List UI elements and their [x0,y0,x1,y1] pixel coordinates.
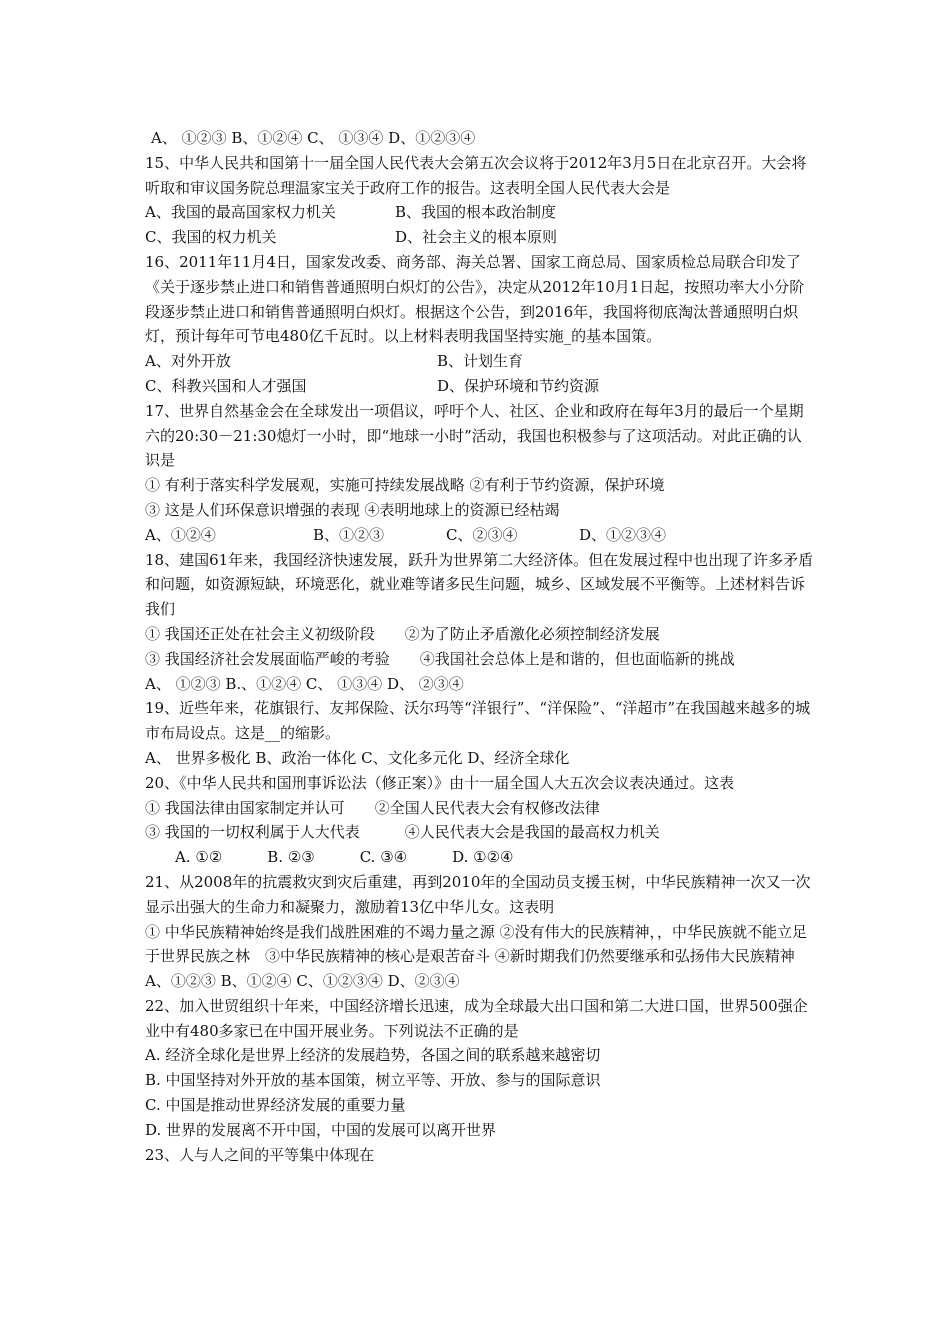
q20-options: A. ①② B. ②③ C. ③④ D. ①②④ [175,848,514,867]
q22-stem: 22、加入世贸组织十年来，中国经济增长迅速，成为全球最大出口国和第二大进口国，世界500强企业中有480多家已在中国开展业务。下列说法不正确的是 [145,996,808,1040]
q16-options-row2 [145,374,815,399]
q18-stem: 18、建国61年来，我国经济快速发展，跃升为世界第二大经济体。但在发展过程中也出现了许多矛盾和问题，如资源短缺，环境恶化，就业难等诸多民生问题，城乡、区域发展不平衡等。上述材料告诉我们 [145,550,814,619]
q18-options: A、 ①②③ B.、①②④ C、 ①③④ D、 ②③④ [145,674,464,693]
q15-options-row2 [145,225,815,250]
q16-options-row1 [145,349,815,374]
q17-option-c: C、②③④ [446,525,518,544]
q16-option-c: C、科教兴国和人才强国 [145,376,307,395]
q16-option-d: D、保护环境和节约资源 [437,376,600,395]
q18-statement-2: ③ 我国经济社会发展面临严峻的考验 ④我国社会总体上是和谐的，但也面临新的挑战 [145,649,735,668]
q15-option-a: A、我国的最高国家权力机关 [145,203,336,222]
q17-stem: 17、世界自然基金会在全球发出一项倡议，呼吁个人、社区、企业和政府在每年3月的最后一个星期六的20:30－21:30熄灯一小时，即“地球一小时”活动，我国也积极参与了这项活动。对此正确的认识是 [145,401,804,470]
q21-stem: 21、从2008年的抗震救灾到灾后重建，再到2010年的全国动员支援玉树，中华民族精神一次又一次显示出强大的生命力和凝聚力，激励着13亿中华儿女。这表明 [145,872,811,916]
q17-statement-1: ① 有利于落实科学发展观，实施可持续发展战略 ②有利于节约资源，保护环境 [145,476,665,495]
q15-option-c: C、我国的权力机关 [145,228,277,247]
q20-stem: 20、《中华人民共和国刑事诉讼法（修正案）》由十一届全国人大五次会议表决通过。这表 [145,773,735,792]
q22-option-a: A. 经济全球化是世界上经济的发展趋势，各国之间的联系越来越密切 [145,1046,601,1065]
q15-stem: 15、中华人民共和国第十一届全国人民代表大会第五次会议将于2012年3月5日在北京召开。大会将听取和审议国务院总理温家宝关于政府工作的报告。这表明全国人民代表大会是 [145,153,807,197]
q20-statement-2: ③ 我国的一切权利属于人大代表 ④人民代表大会是我国的最高权力机关 [145,823,660,842]
q20-statement-1: ① 我国法律由国家制定并认可 ②全国人民代表大会有权修改法律 [145,798,600,817]
q19-stem: 19、近些年来，花旗银行、友邦保险、沃尔玛等“洋银行”、“洋保险”、“洋超市”在我国越来越多的城市布局设点。这是__的缩影。 [145,699,811,743]
q17-option-d: D、①②③④ [579,525,667,544]
exam-page [145,126,815,1167]
q17-options [145,523,815,548]
q23-stem: 23、人与人之间的平等集中体现在 [145,1145,375,1164]
q19-options: A、 世界多极化 B、政治一体化 C、文化多元化 D、经济全球化 [145,748,570,767]
q21-statements: ① 中华民族精神始终是我们战胜困难的不竭力量之源 ②没有伟大的民族精神，，中华民族就不能立足于世界民族之林 ③中华民族精神的核心是艰苦奋斗 ④新时期我们仍然要继承和弘扬伟大民族精神 [145,922,808,966]
q22-option-c: C. 中国是推动世界经济发展的重要力量 [145,1096,406,1115]
q17-statement-2: ③ 这是人们环保意识增强的表现 ④表明地球上的资源已经枯竭 [145,500,560,519]
q22-option-b: B. 中国坚持对外开放的基本国策，树立平等、开放、参与的国际意识 [145,1071,601,1090]
q15-options-row1 [145,200,815,225]
q22-option-d: D. 世界的发展离不开中国，中国的发展可以离开世界 [145,1120,497,1139]
q17-option-b: B、①②③ [313,525,385,544]
q14-options: A、 ①②③ B、①②④ C、 ①③④ D、①②③④ [151,129,476,147]
q16-stem: 16、2011年11月4日，国家发改委、商务部、海关总署、国家工商总局、国家质检总局联合印发了《关于逐步禁止进口和销售普通照明白炽灯的公告》，决定从2012年10月1日起，按照功率大小分阶段逐步禁止进口和销售普通照明白炽灯。根据这个公告，到2016年，我国将彻底淘汰普通照明白炽灯，预计每年可节电480亿千瓦时。以上材料表明我国坚持实施_的基本国策。 [145,252,805,346]
q15-option-d: D、社会主义的根本原则 [395,228,558,247]
q16-option-a: A、对外开放 [145,352,231,371]
q17-option-a: A、①②④ [145,525,216,544]
q21-options: A、①②③ B、①②④ C、①②③④ D、②③④ [145,972,460,991]
q18-statement-1: ① 我国还正处在社会主义初级阶段 ②为了防止矛盾激化必须控制经济发展 [145,624,660,643]
q15-option-b: B、我国的根本政治制度 [395,203,557,222]
q16-option-b: B、计划生育 [437,352,524,371]
